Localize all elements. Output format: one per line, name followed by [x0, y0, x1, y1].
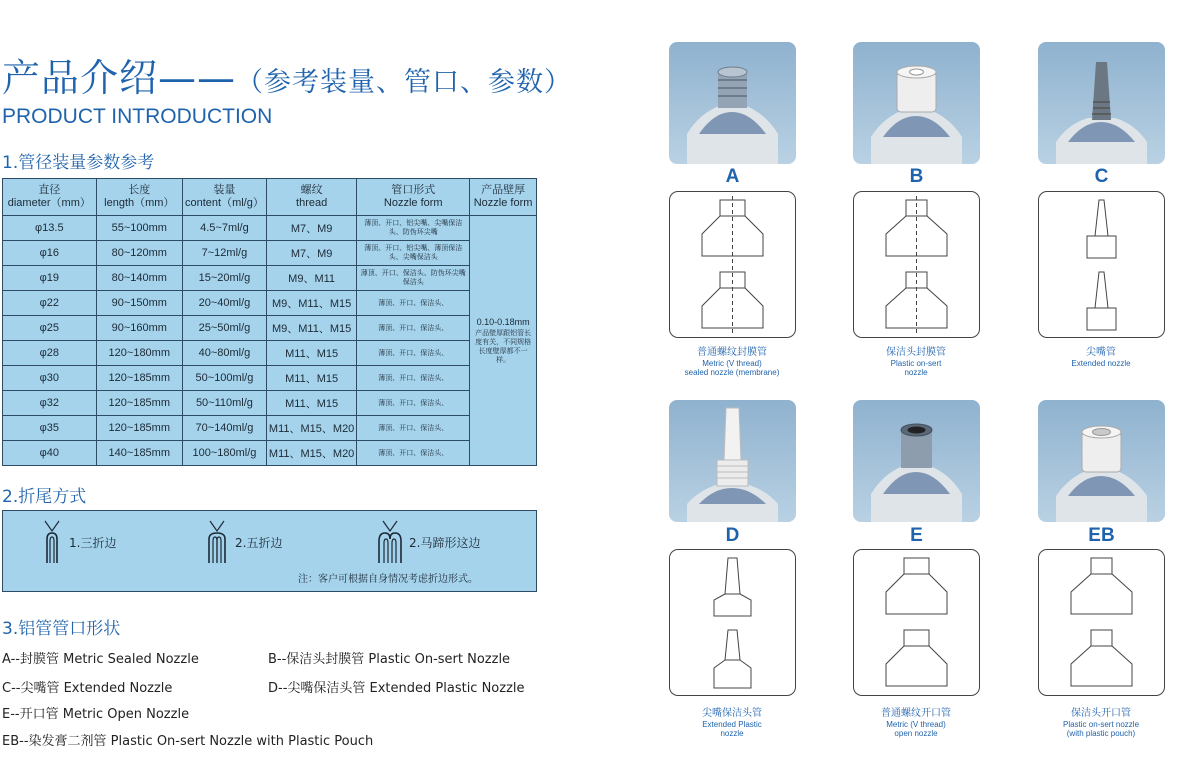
cell-thread: M7、M9	[266, 216, 356, 241]
photo-d	[669, 400, 796, 522]
table-row	[3, 391, 537, 416]
col-header-thread: 螺纹 thread	[266, 179, 356, 216]
cell-length: 120~185mm	[96, 366, 182, 391]
fold-methods-panel	[2, 510, 537, 592]
caption-d	[652, 708, 812, 738]
tube-photo-e-icon	[853, 400, 980, 522]
fold-label-horseshoe: 2.马蹄形这边	[409, 535, 481, 550]
cell-nozzle: 薄顶、开口、铝尖嘴、尖嘴保洁头、防伪环尖嘴	[357, 216, 470, 241]
nozzle-drawing-a-icon	[670, 192, 795, 337]
caption-b-cn: 保洁头封膜管	[886, 347, 946, 358]
cell-content: 50~110ml/g	[182, 391, 266, 416]
cell-diameter: φ25	[3, 316, 97, 341]
cell-thread: M11、M15、M20	[266, 416, 356, 441]
cell-nozzle: 薄顶、开口、保洁头、	[357, 441, 470, 466]
page-title	[2, 47, 572, 102]
fold-note: 注：客户可根据自身情况考虑折边形式。	[298, 574, 478, 585]
nozzle-a-desc: A--封膜管 Metric Sealed Nozzle	[2, 652, 199, 667]
table-row	[3, 291, 537, 316]
cell-diameter: φ16	[3, 241, 97, 266]
section-1-heading: 1.管径装量参数参考	[2, 153, 155, 173]
col-header-wall: 产品壁厚 Nozzle form	[470, 179, 537, 216]
cell-diameter: φ22	[3, 291, 97, 316]
table-row	[3, 366, 537, 391]
cell-length: 80~120mm	[96, 241, 182, 266]
caption-d-en1: Extended Plastic	[702, 720, 762, 729]
cell-content: 15~20ml/g	[182, 266, 266, 291]
card-letter-a: A	[725, 166, 740, 187]
nozzle-drawing-c-icon	[1039, 192, 1164, 337]
section-2-heading: 2.折尾方式	[2, 487, 87, 507]
fold-item-five	[203, 519, 282, 565]
card-letter-eb: EB	[1088, 525, 1115, 546]
cell-thread: M11、M15、M20	[266, 441, 356, 466]
caption-b-en1: Plastic on-sert	[890, 359, 942, 368]
caption-a-en1: Metric (V thread)	[702, 359, 762, 368]
cell-diameter: φ28	[3, 341, 97, 366]
title-cn: 产品介绍	[2, 56, 159, 100]
cell-thread: M9、M11、M15	[266, 291, 356, 316]
cell-nozzle: 薄顶、开口、保洁头、	[357, 366, 470, 391]
col-header-nozzle: 管口形式 Nozzle form	[357, 179, 470, 216]
nozzle-e-desc: E--开口管 Metric Open Nozzle	[2, 707, 190, 722]
caption-e-cn: 普通螺纹开口管	[881, 708, 951, 719]
title-dash: ——	[158, 56, 237, 100]
cell-nozzle: 薄顶、开口、保洁头、防伪环尖嘴保洁头	[357, 266, 470, 291]
title-en: PRODUCT INTRODUCTION	[2, 105, 273, 128]
spec-table	[2, 178, 537, 466]
caption-e-en1: Metric (V thread)	[886, 720, 946, 729]
nozzle-drawing-d-icon	[670, 550, 795, 695]
col-header-diameter: 直径 diameter（mm）	[3, 179, 97, 216]
drawing-b	[853, 191, 980, 338]
caption-a	[652, 347, 812, 377]
caption-c-en1: Extended nozzle	[1071, 359, 1131, 368]
fold-five-icon	[203, 519, 231, 565]
cell-diameter: φ32	[3, 391, 97, 416]
cell-length: 80~140mm	[96, 266, 182, 291]
caption-c	[1021, 347, 1181, 368]
table-row	[3, 341, 537, 366]
table-row	[3, 316, 537, 341]
cell-diameter: φ35	[3, 416, 97, 441]
col-header-content: 装量 content（ml/g）	[182, 179, 266, 216]
drawing-e	[853, 549, 980, 696]
fold-item-horseshoe	[375, 519, 480, 565]
cell-thread: M11、M15	[266, 391, 356, 416]
cell-content: 100~180ml/g	[182, 441, 266, 466]
cell-content: 25~50ml/g	[182, 316, 266, 341]
table-row	[3, 416, 537, 441]
caption-b	[836, 347, 996, 377]
photo-c	[1038, 42, 1165, 164]
cell-nozzle: 薄顶、开口、保洁头、	[357, 341, 470, 366]
cell-content: 40~80ml/g	[182, 341, 266, 366]
wall-note: 产品壁厚跟铝管长度有关，不同规格长度壁厚都不一样。	[475, 330, 532, 364]
col-header-length: 长度 length（mm）	[96, 179, 182, 216]
cell-wall-thickness	[470, 216, 537, 466]
caption-e-en2: open nozzle	[894, 729, 938, 738]
wall-range: 0.10-0.18mm	[476, 317, 530, 327]
card-letter-b: B	[909, 166, 924, 187]
photo-eb	[1038, 400, 1165, 522]
cell-nozzle: 薄顶、开口、保洁头、	[357, 316, 470, 341]
cell-nozzle: 薄顶、开口、保洁头、	[357, 416, 470, 441]
cell-length: 55~100mm	[96, 216, 182, 241]
card-letter-c: C	[1094, 166, 1109, 187]
cell-diameter: φ19	[3, 266, 97, 291]
caption-c-cn: 尖嘴管	[1086, 347, 1116, 358]
tube-photo-c-icon	[1038, 42, 1165, 164]
card-letter-e: E	[910, 525, 923, 546]
cell-nozzle: 薄顶、开口、铝尖嘴、薄顶保洁头、尖嘴保洁头	[357, 241, 470, 266]
cell-content: 70~140ml/g	[182, 416, 266, 441]
table-row	[3, 241, 537, 266]
fold-label-three: 1.三折边	[69, 535, 117, 550]
photo-e	[853, 400, 980, 522]
fold-horseshoe-icon	[375, 519, 405, 565]
caption-a-en2: sealed nozzle (membrane)	[684, 368, 780, 377]
fold-item-three	[39, 519, 116, 565]
cell-thread: M9、M11、M15	[266, 316, 356, 341]
drawing-eb	[1038, 549, 1165, 696]
section-3-heading: 3.铝管管口形状	[2, 619, 121, 639]
cell-nozzle: 薄顶、开口、保洁头、	[357, 291, 470, 316]
cell-length: 140~185mm	[96, 441, 182, 466]
caption-eb	[1021, 708, 1181, 738]
drawing-d	[669, 549, 796, 696]
tube-photo-d-icon	[669, 400, 796, 522]
table-header-row	[3, 179, 537, 216]
fold-three-icon	[39, 519, 65, 565]
nozzle-drawing-b-icon	[854, 192, 979, 337]
caption-a-cn: 普通螺纹封膜管	[697, 347, 767, 358]
cell-thread: M7、M9	[266, 241, 356, 266]
tube-photo-b-icon	[853, 42, 980, 164]
tube-photo-a-icon	[669, 42, 796, 164]
tube-photo-eb-icon	[1038, 400, 1165, 522]
nozzle-drawing-e-icon	[854, 550, 979, 695]
cell-diameter: φ13.5	[3, 216, 97, 241]
cell-length: 90~160mm	[96, 316, 182, 341]
card-letter-d: D	[725, 525, 740, 546]
table-row	[3, 266, 537, 291]
nozzle-c-desc: C--尖嘴管 Extended Nozzle	[2, 681, 173, 696]
caption-b-en2: nozzle	[904, 368, 928, 377]
cell-diameter: φ40	[3, 441, 97, 466]
cell-thread: M9、M11	[266, 266, 356, 291]
cell-content: 7~12ml/g	[182, 241, 266, 266]
table-row	[3, 216, 537, 241]
fold-label-five: 2.五折边	[235, 535, 283, 550]
cell-diameter: φ30	[3, 366, 97, 391]
cell-thread: M11、M15	[266, 366, 356, 391]
caption-e	[836, 708, 996, 738]
drawing-c	[1038, 191, 1165, 338]
photo-a	[669, 42, 796, 164]
caption-eb-cn: 保洁头开口管	[1071, 708, 1131, 719]
cell-content: 4.5~7ml/g	[182, 216, 266, 241]
drawing-a	[669, 191, 796, 338]
nozzle-eb-desc: EB--染发膏二剂管 Plastic On-sert Nozzle with Plastic Pouch	[2, 734, 374, 749]
title-subtitle: （参考装量、管口、参数）	[236, 67, 573, 98]
cell-thread: M11、M15	[266, 341, 356, 366]
caption-d-en2: nozzle	[720, 729, 744, 738]
nozzle-d-desc: D--尖嘴保洁头管 Extended Plastic Nozzle	[268, 681, 525, 696]
caption-eb-en1: Plastic on-sert nozzle	[1062, 720, 1140, 729]
cell-length: 120~180mm	[96, 341, 182, 366]
cell-nozzle: 薄顶、开口、保洁头、	[357, 391, 470, 416]
caption-d-cn: 尖嘴保洁头管	[702, 708, 762, 719]
cell-content: 50~100ml/g	[182, 366, 266, 391]
cell-length: 120~185mm	[96, 391, 182, 416]
nozzle-drawing-eb-icon	[1039, 550, 1164, 695]
nozzle-b-desc: B--保洁头封膜管 Plastic On-sert Nozzle	[268, 652, 511, 667]
caption-eb-en2: (with plastic pouch)	[1066, 729, 1136, 738]
cell-length: 120~185mm	[96, 416, 182, 441]
cell-content: 20~40ml/g	[182, 291, 266, 316]
cell-length: 90~150mm	[96, 291, 182, 316]
photo-b	[853, 42, 980, 164]
table-row	[3, 441, 537, 466]
